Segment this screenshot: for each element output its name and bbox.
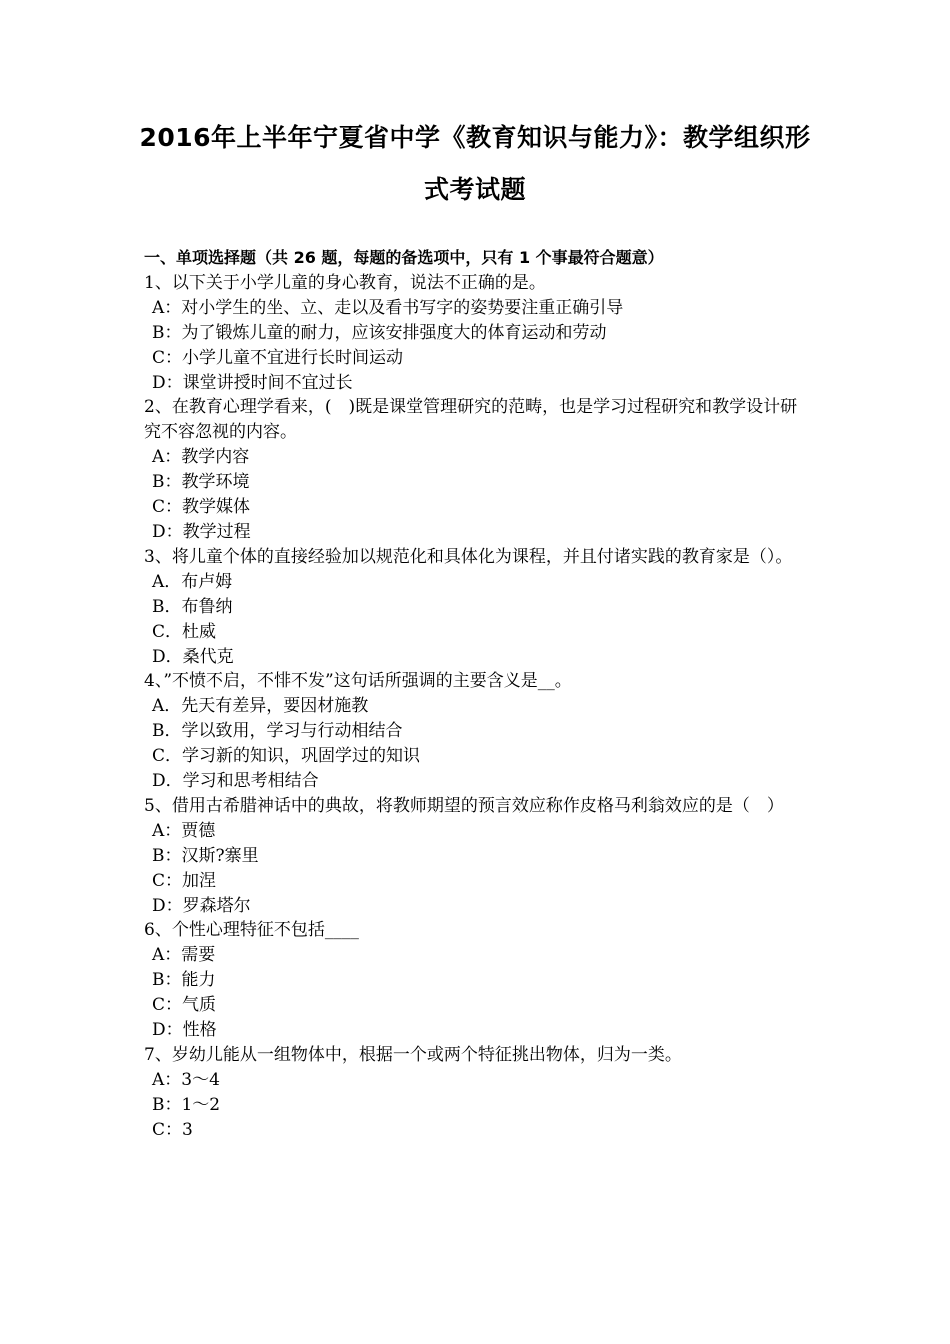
option-d: D：教学过程 [152,521,251,542]
option-c: C：加涅 [152,870,217,891]
option-a: A：3～4 [152,1069,220,1090]
option-a: A：对小学生的坐、立、走以及看书写字的姿势要注重正确引导 [152,297,624,318]
question-6 [144,918,814,1043]
question-stem: 4、”不愤不启，不悱不发”这句话所强调的主要含义是__。 [144,671,572,692]
option-c: C：气质 [152,995,217,1016]
question-stem: 5、借用古希腊神话中的典故，将教师期望的预言效应称作皮格马利翁效应的是（ ） [144,795,784,816]
option-a: A：教学内容 [152,447,250,468]
option-d: D：罗森塔尔 [152,895,251,916]
question-4 [144,669,814,794]
exam-content [144,246,814,1143]
option-b: B．布鲁纳 [152,596,233,617]
question-5 [144,794,814,919]
option-b: B：能力 [152,970,216,991]
option-d: D．桑代克 [152,646,234,667]
title-line-1: 2016年上半年宁夏省中学《教育知识与能力》：教学组织形 [139,123,811,152]
section-heading: 一、单项选择题（共 26 题，每题的备选项中，只有 1 个事最符合题意） [144,248,664,267]
title-line-2: 式考试题 [423,175,526,204]
option-a: A．布卢姆 [152,571,233,592]
question-stem: 2、在教育心理学看来，( )既是课堂管理研究的范畴，也是学习过程研究和教学设计研究不容忽视的内容。 [144,397,798,443]
option-d: D：课堂讲授时间不宜过长 [152,372,353,393]
option-b: B．学以致用，学习与行动相结合 [152,721,403,742]
question-stem: 6、个性心理特征不包括____ [144,920,359,941]
question-1 [144,271,814,396]
option-a: A．先天有差异，要因材施教 [152,696,369,717]
option-b: B：1～2 [152,1094,221,1115]
option-c: C：3 [152,1119,193,1140]
option-b: B：教学环境 [152,472,250,493]
question-stem: 1、以下关于小学儿童的身心教育，说法不正确的是。 [144,272,546,293]
document-title [120,112,830,216]
option-a: A：需要 [152,945,216,966]
option-c: C．学习新的知识，巩固学过的知识 [152,746,421,767]
option-b: B：为了锻炼儿童的耐力，应该安排强度大的体育运动和劳动 [152,322,607,343]
option-d: D：性格 [152,1020,217,1041]
question-2 [144,395,814,544]
option-a: A：贾德 [152,820,216,841]
option-c: C：教学媒体 [152,497,251,518]
option-c: C：小学儿童不宜进行长时间运动 [152,347,404,368]
question-7 [144,1043,814,1143]
question-stem: 3、将儿童个体的直接经验加以规范化和具体化为课程，并且付诸实践的教育家是（）。 [144,546,793,567]
option-d: D．学习和思考相结合 [152,771,319,792]
question-stem: 7、岁幼儿能从一组物体中，根据一个或两个特征挑出物体，归为一类。 [144,1045,682,1065]
option-b: B：汉斯?寨里 [152,845,259,866]
option-c: C．杜威 [152,621,217,642]
question-3 [144,545,814,670]
